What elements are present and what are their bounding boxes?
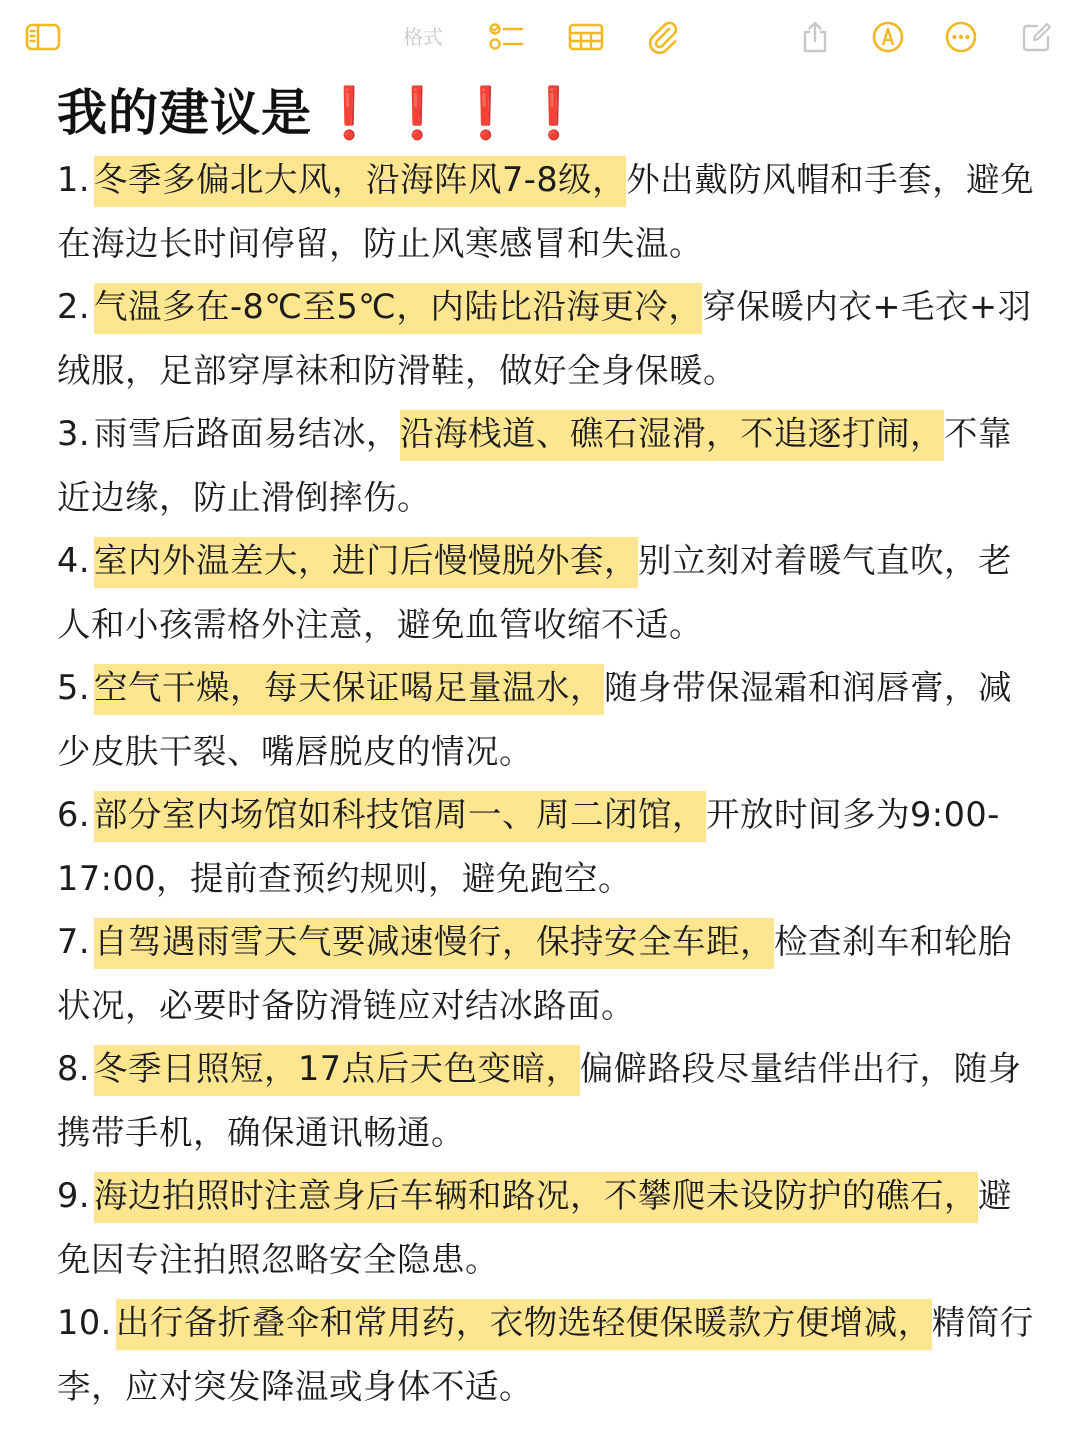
tip-highlight: 冬季多偏北大风，沿海阵风7-8级， bbox=[94, 156, 626, 207]
tip-item bbox=[57, 656, 1037, 783]
tip-highlight: 空气干燥，每天保证喝足量温水， bbox=[94, 664, 604, 715]
tip-highlight: 海边拍照时注意身后车辆和路况，不攀爬未设防护的礁石， bbox=[94, 1172, 978, 1223]
tip-text: 随身带保湿霜和润唇膏，减少皮肤干裂、嘴唇脱皮的情况。 bbox=[57, 668, 1012, 771]
share-icon bbox=[800, 20, 830, 54]
tip-number: 6. bbox=[57, 795, 90, 834]
tip-text: 不靠近边缘，防止滑倒摔伤。 bbox=[57, 414, 1012, 517]
tip-text: 开放时间多为9:00-17:00，提前查预约规则，避免跑空。 bbox=[57, 795, 1000, 898]
tip-text: 精简行李，应对突发降温或身体不适。 bbox=[57, 1303, 1034, 1406]
tip-highlight: 出行备折叠伞和常用药，衣物选轻便保暖款方便增减， bbox=[116, 1299, 932, 1350]
tip-highlight: 室内外温差大，进门后慢慢脱外套， bbox=[94, 537, 638, 588]
paperclip-icon bbox=[647, 20, 679, 54]
tip-highlight: 冬季日照短，17点后天色变暗， bbox=[94, 1045, 580, 1096]
tip-text: 检查刹车和轮胎状况，必要时备防滑链应对结冰路面。 bbox=[57, 922, 1012, 1025]
more-ellipsis-icon bbox=[944, 20, 978, 54]
checklist-icon bbox=[489, 22, 525, 52]
sidebar-toggle-button[interactable] bbox=[20, 14, 66, 60]
tip-item bbox=[57, 910, 1037, 1037]
tip-item bbox=[57, 1037, 1037, 1164]
tip-number: 7. bbox=[57, 922, 90, 961]
note-title bbox=[57, 78, 1037, 148]
tip-text: 避免因专注拍照忽略安全隐患。 bbox=[57, 1176, 1012, 1279]
tip-item bbox=[57, 275, 1037, 402]
table-button[interactable] bbox=[563, 14, 609, 60]
tip-number: 8. bbox=[57, 1049, 90, 1088]
tip-text: 穿保暖内衣+毛衣+羽绒服，足部穿厚袜和防滑鞋，做好全身保暖。 bbox=[57, 287, 1032, 390]
tip-text: 别立刻对着暖气直吹，老人和小孩需格外注意，避免血管收缩不适。 bbox=[57, 541, 1012, 644]
tip-number: 2. bbox=[57, 287, 90, 326]
toolbar bbox=[0, 0, 1080, 75]
tip-number: 10. bbox=[57, 1303, 112, 1342]
sidebar-icon bbox=[25, 23, 61, 51]
markup-button[interactable] bbox=[865, 14, 911, 60]
tip-item bbox=[57, 402, 1037, 529]
tip-item bbox=[57, 1164, 1037, 1291]
new-note-button[interactable] bbox=[1014, 14, 1060, 60]
tip-highlight: 自驾遇雨雪天气要减速慢行，保持安全车距， bbox=[94, 918, 774, 969]
tip-number: 4. bbox=[57, 541, 90, 580]
tip-text: 外出戴防风帽和手套，避免在海边长时间停留，防止风寒感冒和失温。 bbox=[57, 160, 1035, 263]
tip-number: 9. bbox=[57, 1176, 90, 1215]
share-button[interactable] bbox=[792, 14, 838, 60]
tip-text: 偏僻路段尽量结伴出行，随身携带手机，确保通讯畅通。 bbox=[57, 1049, 1022, 1152]
tip-highlight: 气温多在-8℃至5℃，内陆比沿海更冷， bbox=[94, 283, 702, 334]
tip-number: 1. bbox=[57, 160, 90, 199]
tip-item bbox=[57, 148, 1037, 275]
tip-highlight: 沿海栈道、礁石湿滑，不追逐打闹， bbox=[400, 410, 944, 461]
format-button[interactable]: 格式 bbox=[403, 25, 443, 49]
table-icon bbox=[568, 22, 604, 52]
compose-icon bbox=[1021, 21, 1053, 53]
more-button[interactable] bbox=[938, 14, 984, 60]
exclamation-marks: ❗❗❗❗ bbox=[318, 84, 592, 142]
title-text: 我的建议是 bbox=[57, 84, 312, 142]
checklist-button[interactable] bbox=[484, 14, 530, 60]
tip-number: 3. bbox=[57, 414, 90, 453]
markup-pen-icon bbox=[871, 20, 905, 54]
note-body[interactable] bbox=[57, 75, 1037, 1418]
tip-item bbox=[57, 1291, 1037, 1418]
tip-item bbox=[57, 783, 1037, 910]
tip-item bbox=[57, 529, 1037, 656]
attachment-button[interactable] bbox=[640, 14, 686, 60]
tip-text: 雨雪后路面易结冰， bbox=[93, 414, 400, 453]
tip-highlight: 部分室内场馆如科技馆周一、周二闭馆， bbox=[94, 791, 706, 842]
tip-number: 5. bbox=[57, 668, 90, 707]
